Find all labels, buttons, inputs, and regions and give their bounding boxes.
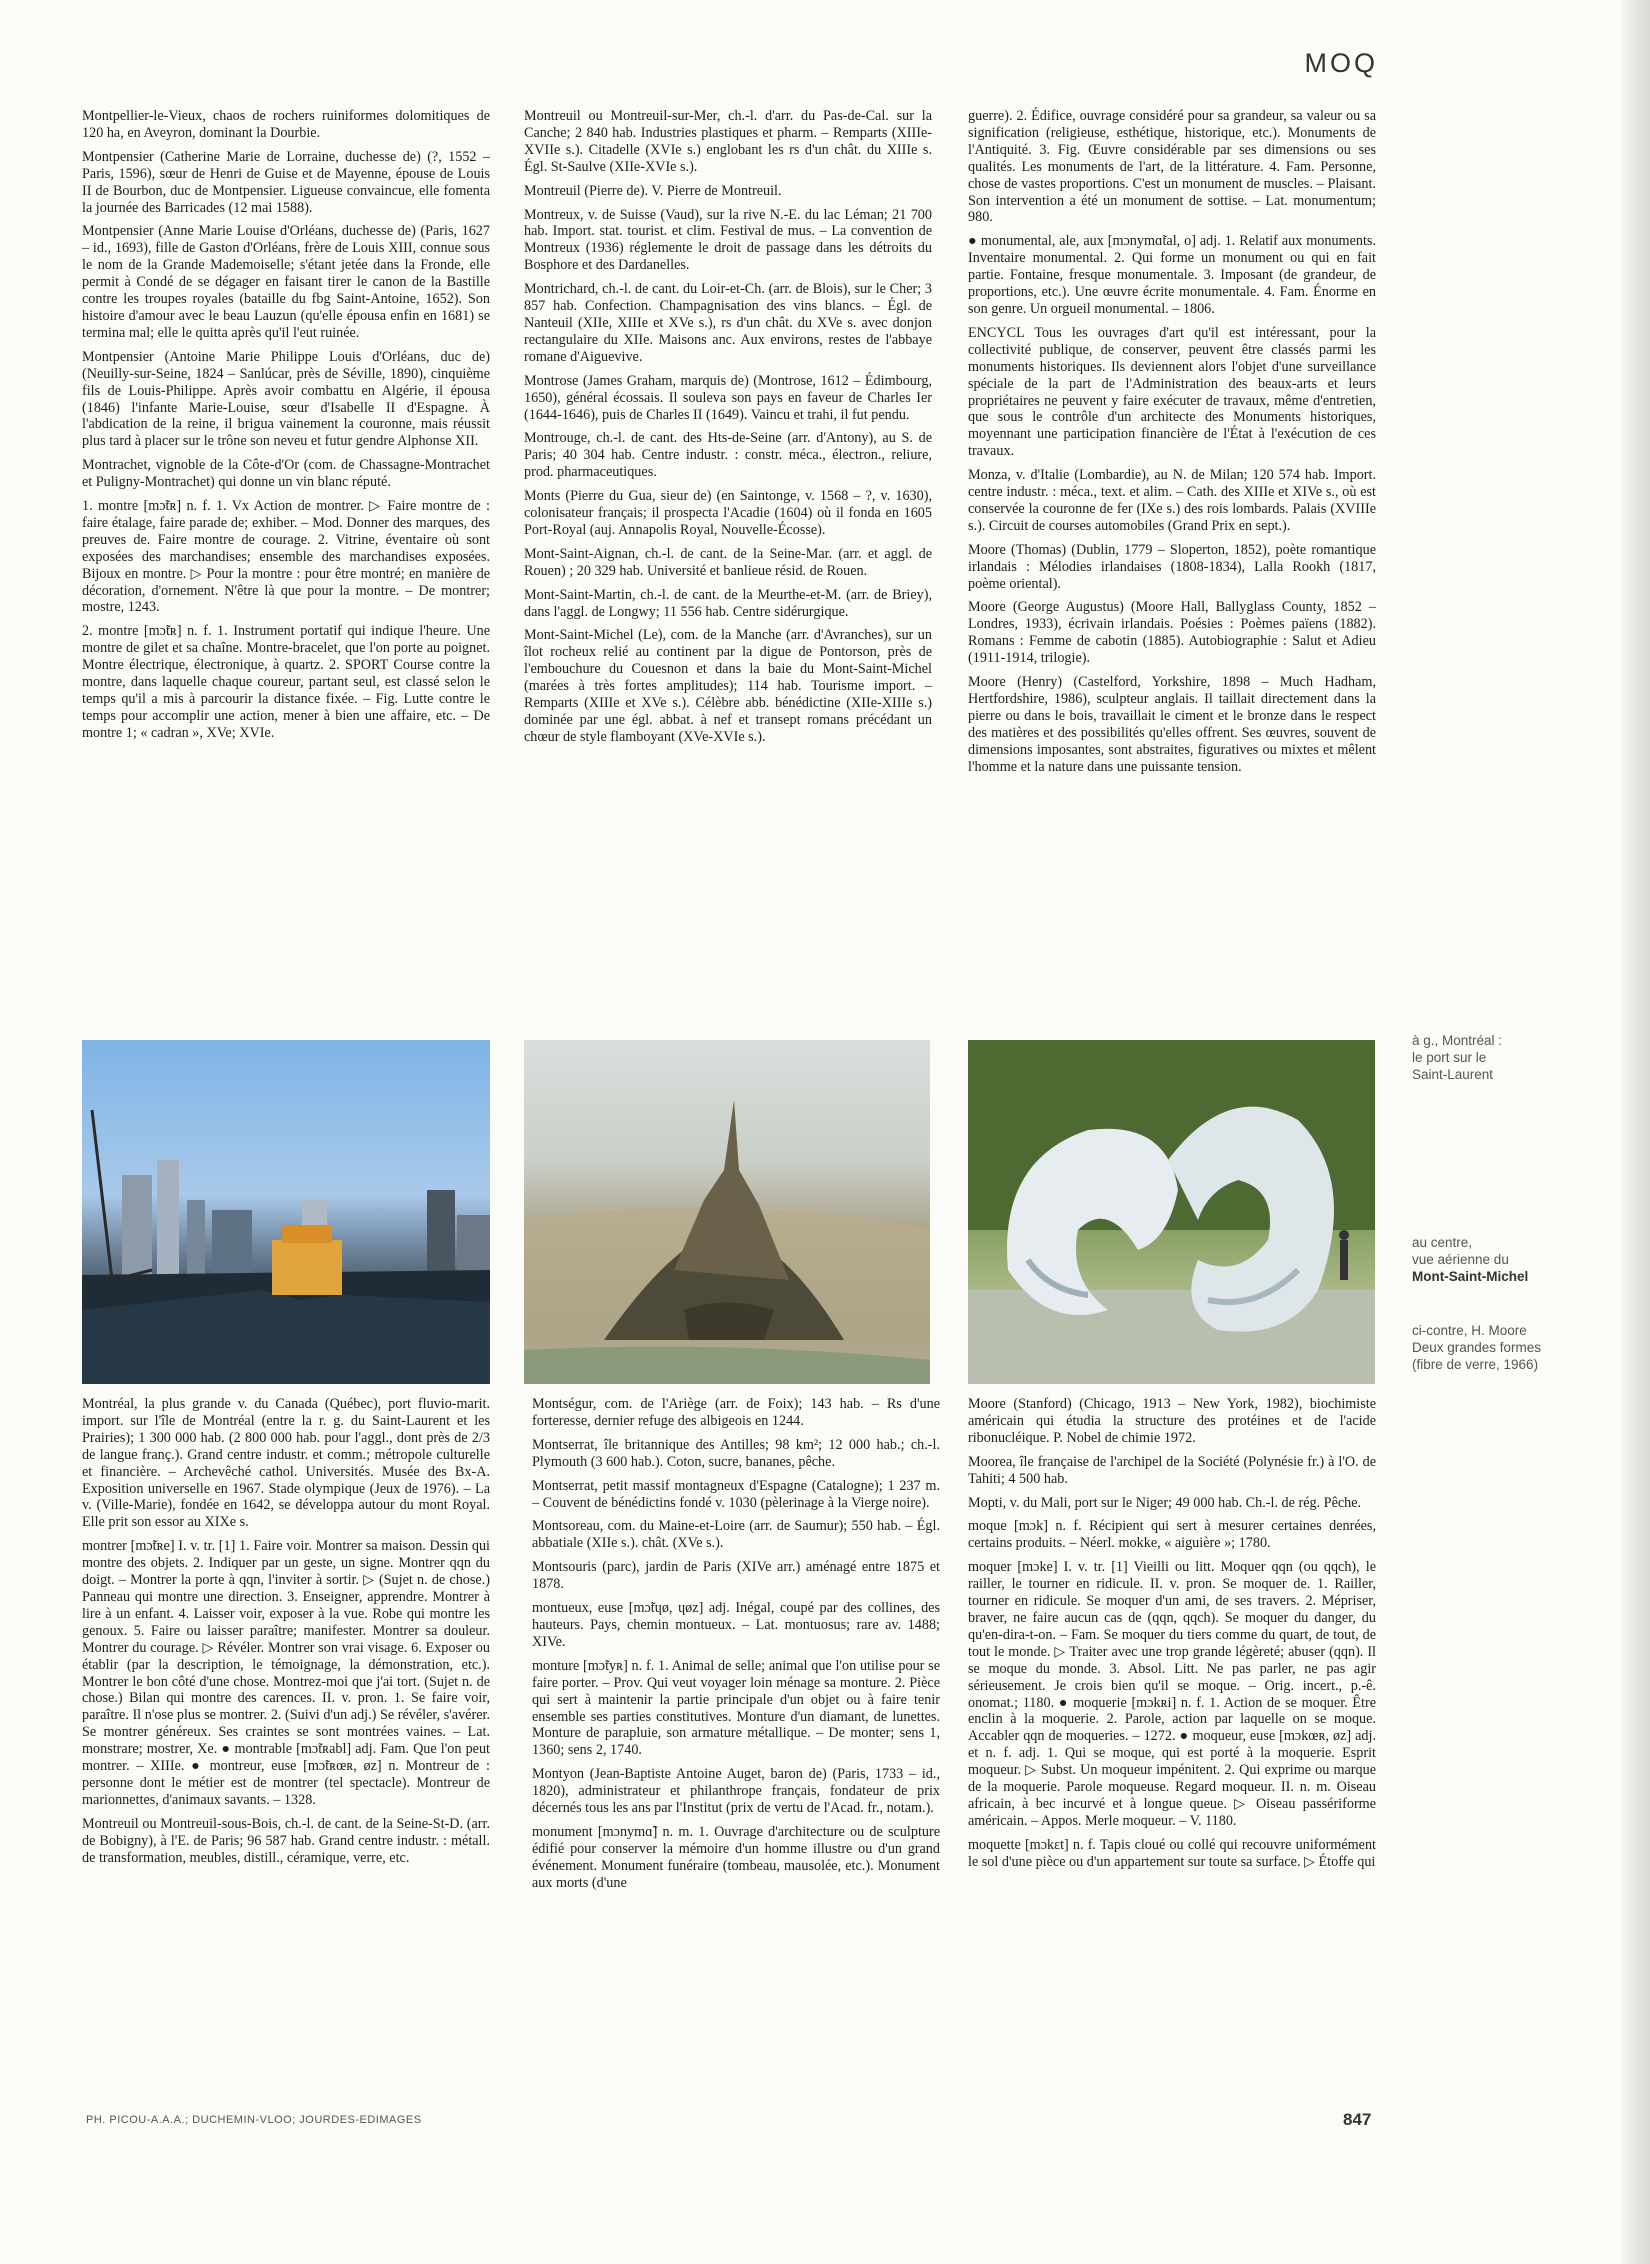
entry: moquette [mɔkɛt] n. f. Tapis cloué ou collé qui recouvre uniformément le sol d'une pièce ou d'un appartement sur toute sa surface. ▷ Étoffe qui [968, 1836, 1376, 1870]
entry: Montserrat, île britannique des Antilles; 98 km²; 12 000 hab.; ch.-l. Plymouth (3 600 hab.). Coton, sucre, bananes, pêche. [532, 1436, 940, 1470]
caption-line: (fibre de verre, 1966) [1412, 1357, 1539, 1372]
caption-line: vue aérienne du [1412, 1252, 1509, 1267]
entry: guerre). 2. Édifice, ouvrage considéré pour sa grandeur, sa valeur ou sa signification (religieuse, esthétique, historique, etc.). Monuments de l'Antiquité. 3. Fig. Œuvre considérable par ses dimensions ou ses qualités. Les monuments de l'art, de la littérature. 4. Fam. Personne, chose de vastes proportions. C'est un monument de muscles. – Plaisant. Son intervention a été un monument de sottise. – Lat. monumentum; 980. [968, 108, 1376, 226]
entry: Montreuil ou Montreuil-sous-Bois, ch.-l. de cant. de la Seine-St-D. (arr. de Bobigny), à l'E. de Paris; 96 587 hab. Grand centre industr. : métall. de transformation, meubles, distill., céramique, verre, etc. [82, 1815, 490, 1866]
column-1-bottom [82, 1396, 490, 1873]
montreal-port-photo [82, 1040, 490, 1384]
entry: Montsouris (parc), jardin de Paris (XIVe arr.) aménagé entre 1875 et 1878. [532, 1559, 940, 1593]
caption-line: à g., Montréal : [1412, 1033, 1503, 1048]
entry: Moore (Stanford) (Chicago, 1913 – New York, 1982), biochimiste américain qui étudia la structure des protéines et de l'acide ribonucléique. P. Nobel de chimie 1972. [968, 1396, 1376, 1446]
column-1-top [82, 108, 490, 749]
caption-montreal [1412, 1032, 1612, 1083]
photo-credit: PH. PICOU-A.A.A.; DUCHEMIN-VLOO; JOURDES-EDIMAGES [86, 2114, 422, 2126]
entry: moquer [mɔke] I. v. tr. [1] Vieilli ou litt. Moquer qqn (ou qqch), le railler, le tourner en ridicule. II. v. pron. Se moquer de. 1. Railler, tourner en ridicule. Se moquer d'un ami, de ses travers. 2. Mépriser, braver, ne faire aucun cas de (qqn, qqch). Se moquer du danger, du qu'en-dira-t-on. – Fam. Se moquer du tiers comme du quart, de tout, de tout le monde. ▷ Traiter avec une trop grande légèreté; abuser (qqn). Il se moque du monde. 3. Absol. Litt. Ne pas parler, ne pas agir sérieusement. Je crois bien qu'il se moque. – Orig. incert., p.-ê. onomat.; 1180. ● moquerie [mɔkʀi] n. f. 1. Action de se moquer. Être enclin à la moquerie. 2. Parole, action par laquelle on se moque. Accabler qqn de moqueries. – 1272. ● moqueur, euse [mɔkœʀ, øz] adj. et n. f. adj. 1. Qui se moque, qui est porté à la moquerie. Esprit moqueur. ▷ Subst. Un moqueur impénitent. 2. Qui exprime ou marque de la moquerie. Parole moqueuse. Regard moqueur. II. n. m. Oiseau africain, à bec incurvé et à longue queue. ▷ Oiseau passériforme américain. – Appos. Merle moqueur. – V. 1180. [968, 1559, 1376, 1829]
moore-sculpture-photo [968, 1040, 1375, 1384]
moore-sculpture-illustration [968, 1040, 1375, 1384]
entry: Montyon (Jean-Baptiste Antoine Auget, baron de) (Paris, 1733 – id., 1820), administrateur et philanthrope français, fondateur de prix décernés tous les ans par l'Institut (prix de vertu de l'Acad. fr., notam.). [532, 1766, 940, 1817]
caption-line: ci-contre, H. Moore [1412, 1323, 1527, 1338]
column-3-top [968, 108, 1376, 783]
caption-moore [1412, 1322, 1612, 1373]
entry: 2. montre [mɔ̃tʀ] n. f. 1. Instrument portatif qui indique l'heure. Une montre de gilet et sa chaîne. Montre-bracelet, que l'on porte au poignet. Montre électrique, électronique, à quartz. 2. SPORT Course contre la montre, dans laquelle chaque coureur, partant seul, est classé selon le temps qu'il a mis à parcourir la distance fixée. – Fig. Lutte contre le temps pour accomplir une action, mener à bien une affaire, etc. – De montre 1; « cadran », XVe; XVIe. [82, 623, 490, 741]
entry: montueux, euse [mɔ̃tɥø, ɥøz] adj. Inégal, coupé par des collines, des hauteurs. Pays, chemin montueux. – Lat. montuosus; rare av. 1488; XIVe. [532, 1600, 940, 1650]
entry: Moorea, île française de l'archipel de la Société (Polynésie fr.) à l'O. de Tahiti; 4 500 hab. [968, 1453, 1376, 1487]
caption-line: Mont-Saint-Michel [1412, 1269, 1529, 1284]
entry: Montrouge, ch.-l. de cant. des Hts-de-Seine (arr. d'Antony), au S. de Paris; 40 304 hab. Centre industr. : constr. méca., électron., reliure, prod. pharmaceutiques. [524, 430, 932, 481]
column-3-bottom [968, 1396, 1376, 1878]
entry: Montrose (James Graham, marquis de) (Montrose, 1612 – Édimbourg, 1650), général écossais. Il souleva son pays en faveur de Charles Ier (1644-1646), puis de Charles II (1649). Vaincu et trahi, il fut pendu. [524, 372, 932, 423]
entry: Montreux, v. de Suisse (Vaud), sur la rive N.-E. du lac Léman; 21 700 hab. Import. stat. tourist. et clim. Festival de mus. – La convention de Montreux (1936) réglemente le droit de passage dans les détroits du Bosphore et des Dardanelles. [524, 206, 932, 274]
entry: Montréal, la plus grande v. du Canada (Québec), port fluvio-marit. import. sur l'île de Montréal (entre la r. g. du Saint-Laurent et les Prairies); 1 300 000 hab. (2 800 000 hab. pour l'aggl., dont près de 2/3 de langue franç.). Grand centre industr. et comm.; métropole culturelle et financière. – Archevêché cathol. Universités. Musée des Bx-A. Exposition universelle en 1967. Stade olympique (Jeux de 1976). – La v. (Ville-Marie), fondée en 1642, se développa autour du mont Royal. Elle prit son essor au XIXe s. [82, 1396, 490, 1531]
entry: monument [mɔnymɑ̃] n. m. 1. Ouvrage d'architecture ou de sculpture édifié pour conserver la mémoire d'un homme illustre ou d'un grand événement. Monument funéraire (tombeau, mausolée, etc.). Monument aux morts (d'une [532, 1823, 940, 1891]
entry: monture [mɔ̃tyʀ] n. f. 1. Animal de selle; animal que l'on utilise pour se faire porter. – Prov. Qui veut voyager loin ménage sa monture. 2. Pièce qui sert à maintenir la partie principale d'un objet ou à faire tenir ensemble ses parties constitutives. Monture d'un diamant, de lunettes. Monture de parapluie, son armature métallique. – De monter; sens 1, 1360; sens 2, 1740. [532, 1657, 940, 1759]
caption-line: Deux grandes formes [1412, 1340, 1542, 1355]
entry: Mont-Saint-Aignan, ch.-l. de cant. de la Seine-Mar. (arr. et aggl. de Rouen) ; 20 329 hab. Université et banlieue résid. de Rouen. [524, 545, 932, 579]
mont-saint-michel-illustration [524, 1040, 930, 1384]
entry: Moore (Thomas) (Dublin, 1779 – Sloperton, 1852), poète romantique irlandais : Mélodies irlandaises (1808-1834), Lalla Rookh (1817, poème oriental). [968, 541, 1376, 592]
entry: moque [mɔk] n. f. Récipient qui sert à mesurer certaines denrées, certains produits. – Néerl. mokke, « aiguière »; 1780. [968, 1518, 1376, 1552]
guide-word: MOQ [1304, 48, 1378, 78]
caption-line: Saint-Laurent [1412, 1067, 1494, 1082]
entry: Montségur, com. de l'Ariège (arr. de Foix); 143 hab. – Rs d'une forteresse, dernier refuge des albigeois en 1244. [532, 1396, 940, 1429]
entry: Montserrat, petit massif montagneux d'Espagne (Catalogne); 1 237 m. – Couvent de bénédictins fondé v. 1030 (pèlerinage à la Vierge noire). [532, 1477, 940, 1511]
entry: Montpellier-le-Vieux, chaos de rochers ruiniformes dolomitiques de 120 ha, en Aveyron, dominant la Dourbie. [82, 108, 490, 141]
entry: Monts (Pierre du Gua, sieur de) (en Saintonge, v. 1568 – ?, v. 1630), colonisateur français; il prospecta l'Acadie (1604) où il fonda en 1605 Port-Royal (auj. Annapolis Royal, Nouvelle-Écosse). [524, 488, 932, 538]
entry: Montpensier (Antoine Marie Philippe Louis d'Orléans, duc de) (Neuilly-sur-Seine, 1824 – Sanlúcar, près de Séville, 1890), cinquième fils de Louis-Philippe. Après avoir combattu en Algérie, il épousa (1846) l'infante Marie-Louise, sœur d'Isabelle II d'Espagne. À l'abdication de la reine, il brigua vainement la couronne, mais réussit plus tard à placer sur le trône son neveu et futur gendre Alphonse XII. [82, 348, 490, 450]
entry: 1. montre [mɔ̃tʀ] n. f. 1. Vx Action de montrer. ▷ Faire montre de : faire étalage, faire parade de; exhiber. – Mod. Donner des marques, des preuves de. Faire montre de courage. 2. Vitrine, éventaire où sont exposées des marchandises; ensemble des marchandises exposées. Bijoux en montre. ▷ Pour la montre : pour être montré; en manière de décoration, d'ornement. N'être là que pour la montre. – De montrer; mostre, 1243. [82, 498, 490, 616]
page-edge-shadow [1622, 0, 1650, 2264]
column-2-bottom [532, 1396, 940, 1899]
entry: Montreuil ou Montreuil-sur-Mer, ch.-l. d'arr. du Pas-de-Cal. sur la Canche; 2 840 hab. Industries plastiques et pharm. – Remparts (XIIIe-XVIIe s.). Citadelle (XVIe s.) englobant les rs d'un chât. du XIIIe s. Égl. St-Saulve (XIIe-XVIe s.). [524, 108, 932, 175]
montreal-port-illustration [82, 1040, 490, 1384]
entry: ENCYCL Tous les ouvrages d'art qu'il est intéressant, pour la collectivité publique, de conserver, peuvent être classés parmi les monuments historiques. Ils deviennent alors l'objet d'une surveillance spéciale de la part de l'Administration des beaux-arts et leurs propriétaires ne peuvent y faire exécuter de travaux, même d'entretien, que sous le contrôle d'un architecte des Monuments historiques, moyennant une participation financière de l'État à l'exécution de ces travaux. [968, 324, 1376, 460]
entry: montrer [mɔ̃tʀe] I. v. tr. [1] 1. Faire voir. Montrer sa maison. Dessin qui montre des objets. 2. Indiquer par un geste, un signe. Montrer qqn du doigt. – Montrer la porte à qqn, l'inviter à sortir. ▷ (Sujet n. de chose.) Panneau qui montre une direction. 3. Enseigner, apprendre. Montrer à lire à un enfant. 4. Laisser voir, exposer à la vue. Robe qui montre les genoux. 5. Faire ou laisser paraître; manifester. Montrer sa douleur. Montrer du courage. ▷ Révéler. Montrer son vrai visage. 6. Exposer ou établir (par la description, le témoignage, la démonstration, etc.). Montrer le bon côté d'une chose. Montrez-moi que j'ai tort. (Sujet n. de chose.) Bilan qui montre des carences. II. v. pron. 1. Se faire voir, paraître. Il n'ose plus se montrer. 2. (Suivi d'un adj.) Se révéler, s'avérer. Se montrer généreux. Ses craintes se sont montrées vaines. – Lat. monstrare; mostrer, Xe. ● montrable [mɔ̃tʀabl] adj. Fam. Que l'on peut montrer. – XIIIe. ● montreur, euse [mɔ̃tʀœʀ, øz] n. Montreur de : personne dont le métier est de montrer (tel spectacle). Montreur de marionnettes, d'animaux savants. – 1328. [82, 1538, 490, 1808]
entry: Mont-Saint-Michel (Le), com. de la Manche (arr. d'Avranches), sur un îlot rocheux relié au continent par la digue de Pontorson, près de l'embouchure du Couesnon et dans la baie du Mont-Saint-Michel (marées à très fortes amplitudes); 114 hab. Tourisme import. – Remparts (XIIIe et XVe s.). Célèbre abb. bénédictine (XIIe-XIIIe s.) dominée par une égl. abbat. à nef et transept romans précédant un chœur de style flamboyant (XVe-XVIe s.). [524, 627, 932, 745]
entry: Montpensier (Anne Marie Louise d'Orléans, duchesse de) (Paris, 1627 – id., 1693), fille de Gaston d'Orléans, frère de Louis XIII, connue sous le nom de la Grande Mademoiselle; s'étant jetée dans la Fronde, elle permit à Condé de se dégager en faisant tirer le canon de la Bastille contre les troupes royales (bataille du fbg Saint-Antoine, 1652). Son histoire d'amour avec le beau Lauzun (qu'elle épousa enfin en 1681) se termina mal; elle le quitta après qu'il l'eut ruinée. [82, 223, 490, 341]
column-2-top [524, 108, 932, 753]
entry: Montrachet, vignoble de la Côte-d'Or (com. de Chassagne-Montrachet et Puligny-Montrachet) qui donne un vin blanc réputé. [82, 457, 490, 491]
entry: Montrichard, ch.-l. de cant. du Loir-et-Ch. (arr. de Blois), sur le Cher; 3 857 hab. Confection. Champagnisation des vins blancs. – Égl. de Nanteuil (XIIe, XIIIe et XVe s.), rs d'un chât. du XVe s. avec donjon rectangulaire du XIIe. Maisons anc. Aux environs, restes de l'abbaye romane d'Aiguevive. [524, 281, 932, 365]
entry: Montreuil (Pierre de). V. Pierre de Montreuil. [524, 182, 782, 199]
entry: ● monumental, ale, aux [mɔnymɑ̃tal, o] adj. 1. Relatif aux monuments. Inventaire monumental. 2. Qui forme un monument ou qui en fait partie. Fontaine, fresque monumentale. 3. Imposant (de grandeur, de proportions, etc.). Une œuvre écrite monumentale. 4. Fam. Énorme en son genre. Un orgueil monumental. – 1806. [968, 233, 1376, 317]
entry: Monza, v. d'Italie (Lombardie), au N. de Milan; 120 574 hab. Import. centre industr. : méca., text. et alim. – Cath. des XIIIe et XIVe s., où est conservée la couronne de fer (IXe s.) des rois lombards. Palais (XVIIIe s.). Circuit de courses automobiles (Grand Prix en sept.). [968, 467, 1376, 534]
entry: Moore (George Augustus) (Moore Hall, Ballyglass County, 1852 – Londres, 1933), écrivain irlandais. Poésies : Poèmes païens (1882). Romans : Femme de cabotin (1885). Autobiographie : Salut et Adieu (1911-1914, trilogie). [968, 599, 1376, 667]
entry: Mont-Saint-Martin, ch.-l. de cant. de la Meurthe-et-M. (arr. de Briey), dans l'aggl. de Longwy; 11 556 hab. Centre sidérurgique. [524, 586, 932, 620]
entry: Montsoreau, com. du Maine-et-Loire (arr. de Saumur); 550 hab. – Égl. abbatiale (XIIe s.). chât. (XVe s.). [532, 1518, 940, 1552]
page-number: 847 [1343, 2110, 1372, 2129]
caption-line: le port sur le [1412, 1050, 1487, 1065]
entry: Moore (Henry) (Castelford, Yorkshire, 1898 – Much Hadham, Hertfordshire, 1986), sculpteur anglais. Il taillait directement dans la pierre ou dans le bois, travaillait le ciment et le bronze dans le respect des matières et des possibilités qu'elles offrent. Ses œuvres, souvent de dimensions imposantes, sont abstraites, figuratives ou mixtes et mêlent l'homme et la nature dans une puissante tension. [968, 674, 1376, 775]
caption-line: au centre, [1412, 1235, 1473, 1250]
entry: Mopti, v. du Mali, port sur le Niger; 49 000 hab. Ch.-l. de rég. Pêche. [968, 1494, 1362, 1511]
entry: Montpensier (Catherine Marie de Lorraine, duchesse de) (?, 1552 – Paris, 1596), sœur de Henri de Guise et de Mayenne, épouse de Louis II de Bourbon, duc de Montpensier. Ligueuse convaincue, elle fomenta la journée des Barricades (12 mai 1588). [82, 148, 490, 216]
caption-mont-saint-michel [1412, 1234, 1612, 1285]
mont-saint-michel-photo [524, 1040, 930, 1384]
